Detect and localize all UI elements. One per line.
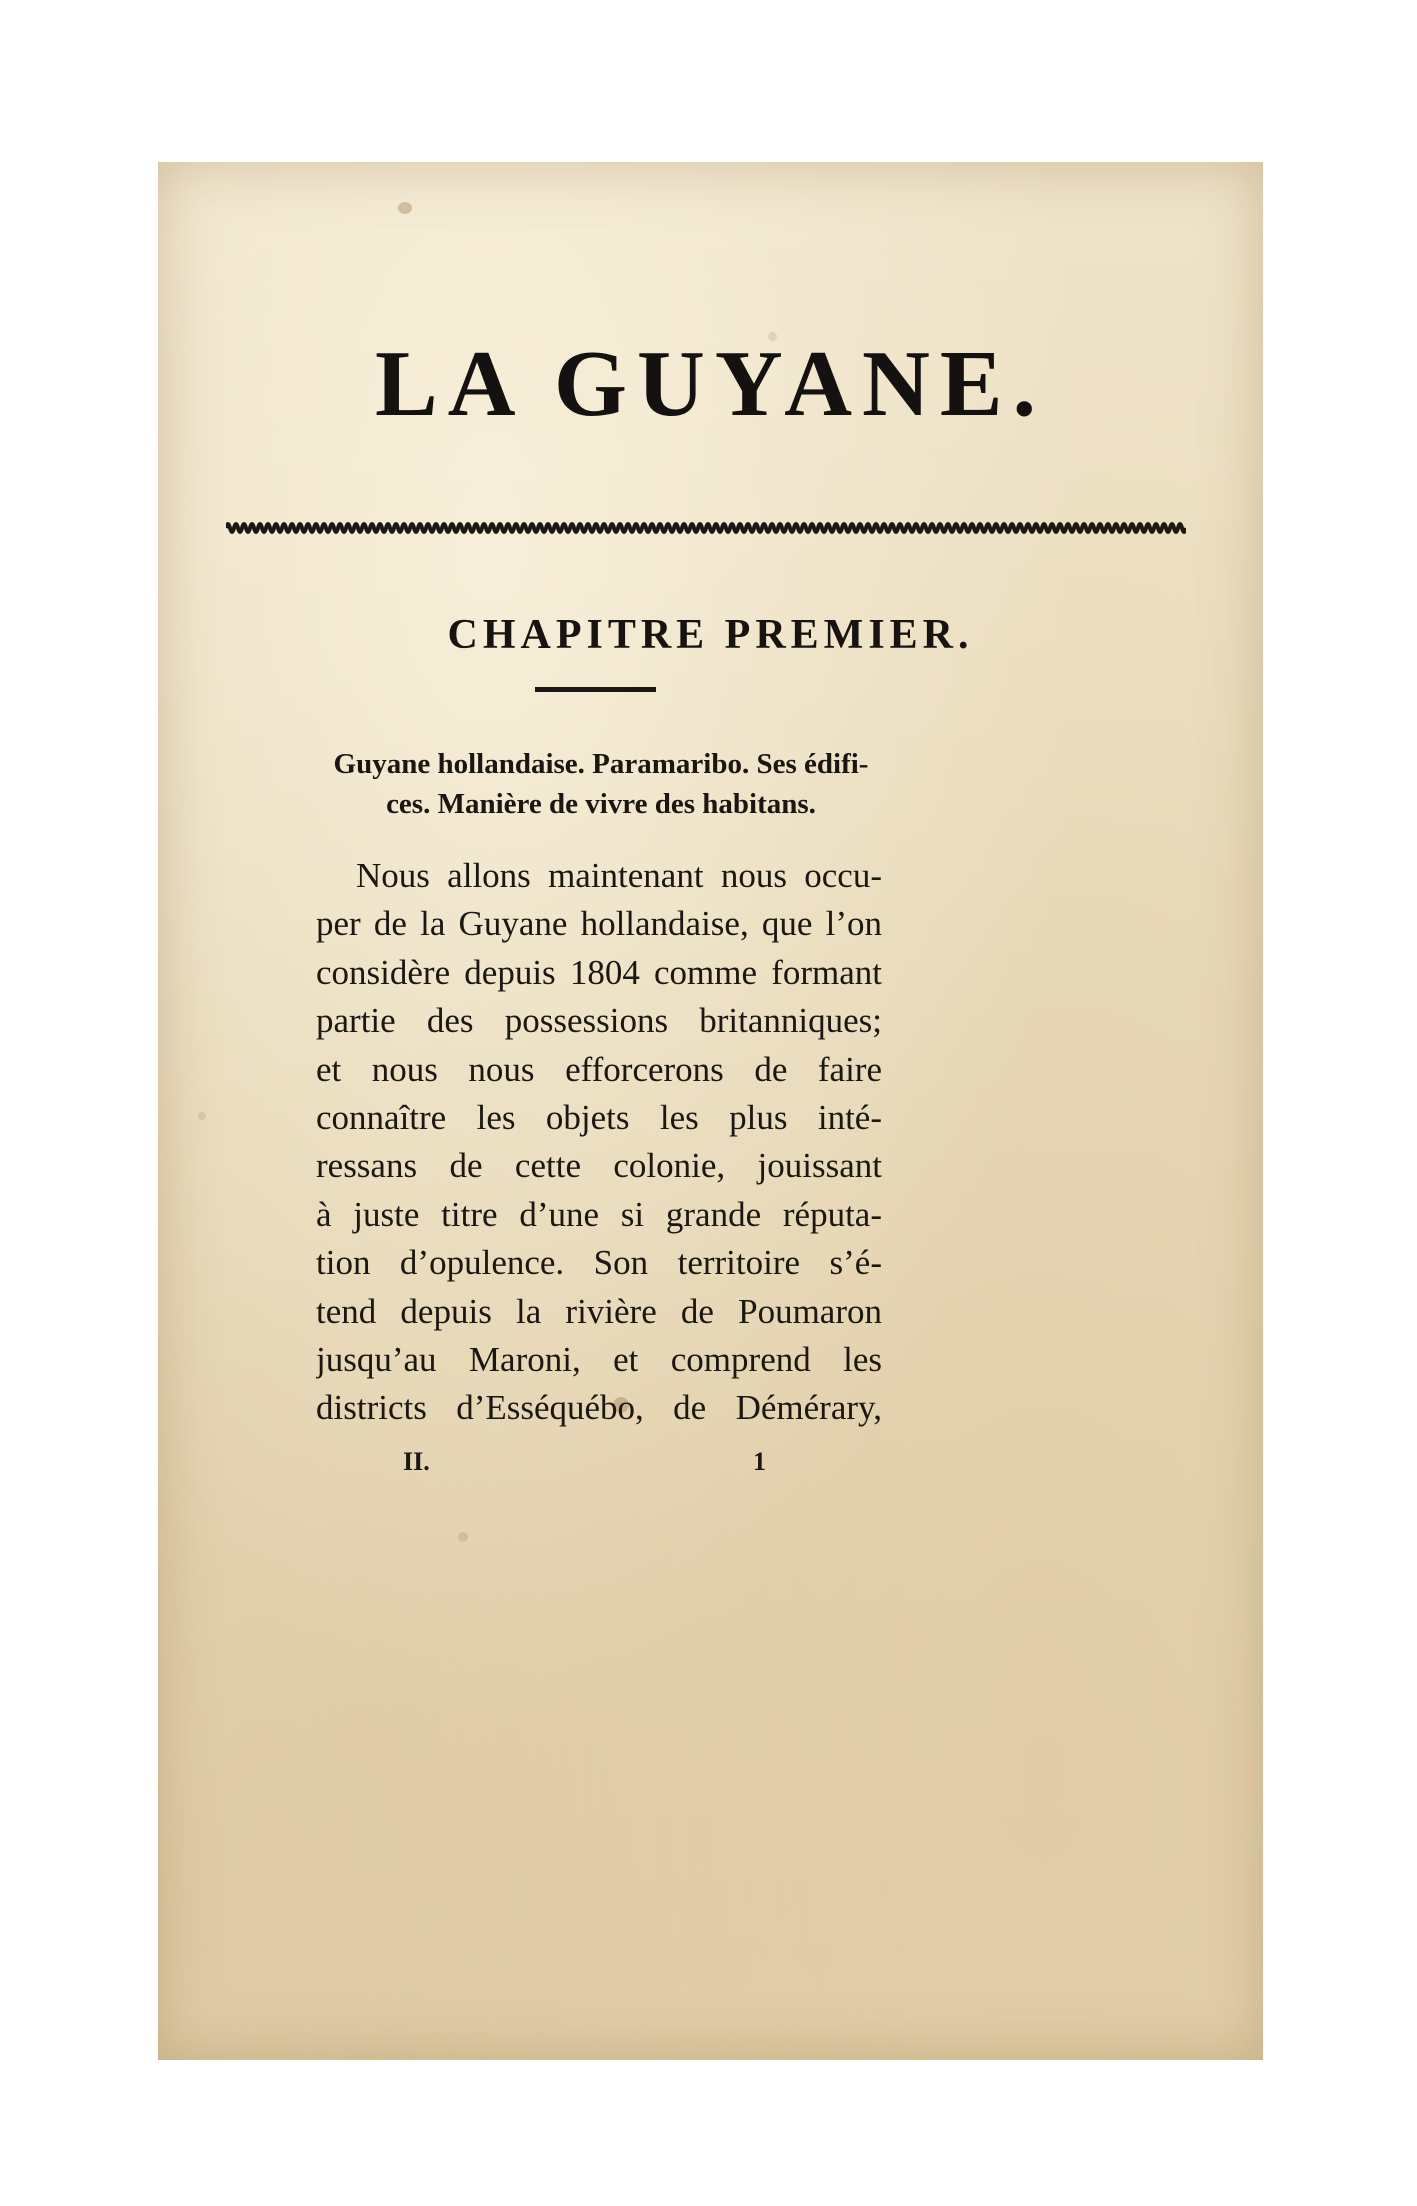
scanned-page — [158, 162, 1263, 2060]
summary-line: Guyane hollandaise. Paramaribo. Ses édifi- — [333, 748, 869, 780]
body-line: jusqu’au Maroni, et comprend les — [316, 1340, 882, 1380]
paper-stain — [198, 1112, 206, 1120]
body-line: Nous allons maintenant nous occu- — [356, 856, 882, 895]
body-line: per de la Guyane hollandaise, que l’on — [316, 904, 882, 944]
signature-mark: II. — [403, 1447, 430, 1476]
short-rule-divider — [535, 687, 656, 692]
paper-stain — [458, 1532, 468, 1542]
paper-stain — [398, 202, 412, 214]
chapter-summary — [316, 744, 886, 824]
chapter-heading: CHAPITRE PREMIER. — [447, 612, 974, 658]
body-line: districts d’Esséquébo, de Démérary, — [316, 1388, 882, 1428]
body-line: connaître les objets les plus inté- — [316, 1098, 882, 1138]
page-number: 1 — [753, 1447, 766, 1476]
body-line: considère depuis 1804 comme formant — [316, 952, 882, 992]
body-line: et nous nous efforcerons de faire — [316, 1049, 882, 1089]
body-line: tend depuis la rivière de Poumaron — [316, 1291, 882, 1331]
wavy-ornament-rule — [226, 517, 1186, 539]
running-title: LA GUYANE. — [374, 332, 1047, 436]
body-line: tion d’opulence. Son territoire s’é- — [316, 1243, 882, 1283]
body-line: partie des possessions britanniques; — [316, 1001, 882, 1041]
summary-line: ces. Manière de vivre des habitans. — [386, 788, 816, 820]
body-paragraph — [316, 852, 882, 1433]
body-line: à juste titre d’une si grande réputa- — [316, 1194, 882, 1234]
body-line: ressans de cette colonie, jouissant — [316, 1146, 882, 1186]
